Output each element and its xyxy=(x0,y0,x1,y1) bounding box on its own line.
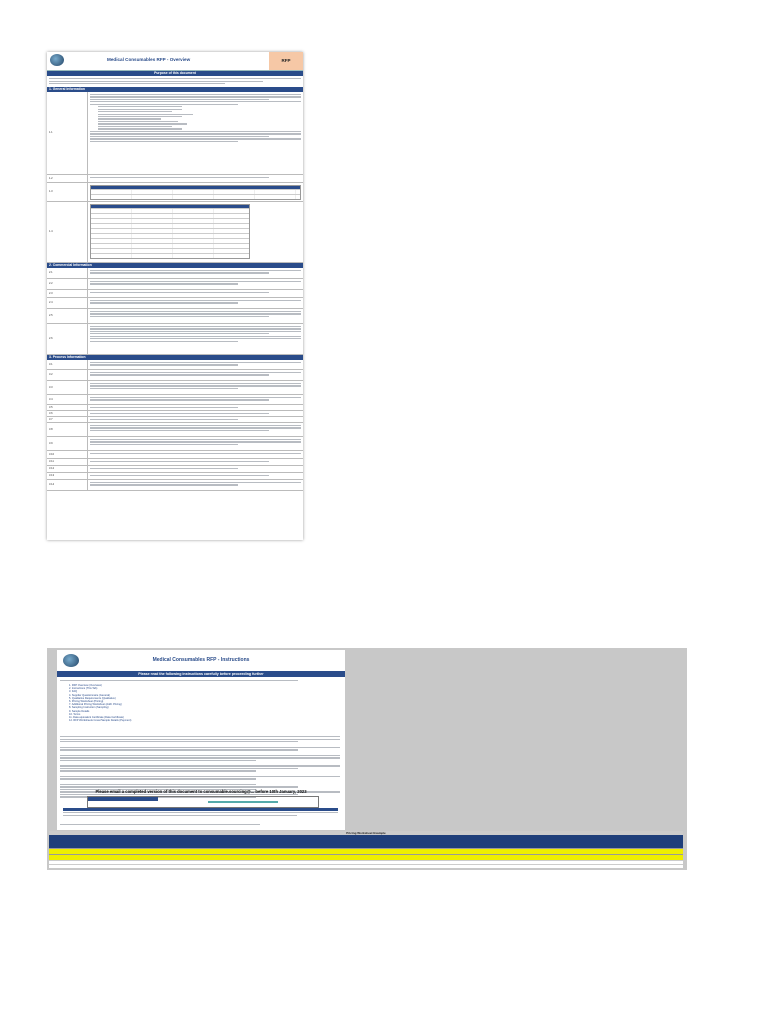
submission-email-line: Please email a completed version of this document to consumable.sourcing@... before 10th January, 2023 xyxy=(95,789,307,794)
tab-list xyxy=(69,684,189,722)
section-general: 1. General Information xyxy=(47,87,303,92)
general-row xyxy=(47,92,303,175)
example-row xyxy=(49,864,683,868)
instructions-title: Medical Consumables RFP - Instructions xyxy=(152,657,250,663)
general-row: 1.3 xyxy=(47,183,303,202)
general-row: 1.2 xyxy=(47,175,303,183)
overview-header xyxy=(47,52,303,71)
example-title: Pricing Worksheet Example xyxy=(49,831,683,835)
contact-email-link[interactable] xyxy=(208,801,278,803)
overview-title: Medical Consumables RFP - Overview xyxy=(107,57,191,62)
company-logo-icon xyxy=(50,54,64,66)
purpose-text xyxy=(47,76,303,87)
tab-list-item: 3. FAQ xyxy=(69,690,78,694)
tab-list-item: 9. Sample Details xyxy=(69,709,90,713)
tab-list-item: 8. Sampling Instruction (Sampling) xyxy=(69,706,109,710)
section-purpose: Purpose of this document xyxy=(47,71,303,76)
section-commercial: 2. Commercial Information xyxy=(47,263,303,268)
tab-list-item: 11. Data equivalent Certificate (Data Certificate) xyxy=(69,716,124,720)
contacts-table xyxy=(63,808,338,820)
instructions-sheet xyxy=(57,650,345,830)
section-process: 3. Process Information xyxy=(47,355,303,360)
tab-list-item: 7. Additional Pricing Worksheet (Addl. Pricing) xyxy=(69,703,122,707)
instructions-banner: Please read the following instructions carefully before proceeding further xyxy=(57,671,345,677)
tab-list-item: 4. Supplier Questionnaire (General) xyxy=(69,693,110,697)
tab-list-item: 10. Terms xyxy=(69,712,81,716)
example-header-row xyxy=(49,835,683,848)
tab-list-item: 1. RFP Overview (Overview) xyxy=(69,684,102,687)
tab-list-item: 12. RFP Worksheets Cover/Sample Details (Payment) xyxy=(69,719,132,723)
contact-box xyxy=(87,796,319,808)
tab-list-item: 2. Instructions (This Tab) xyxy=(69,687,98,691)
overview-page: Medical Consumables RFP - Overview RFP Purpose of this document 1. General Information 1.1 1.2 1.3 1.4 2. Commercial Information 2.1 2.2 2.3 2.4 2.5 2.6 3. Process Information 3.1 3.2 3.3 3.4 3.5 3.6 3.7 3.8 3.9 3.10 3.11 3.12 3.13 3.14 xyxy=(47,52,303,540)
tab-list-item: 5. Qualitative Requirements (Qualitative) xyxy=(69,696,116,700)
intro-text xyxy=(60,679,340,683)
overview-code: RFP xyxy=(269,52,303,70)
tab-list-item: 6. Pricing Worksheet (Pricing) xyxy=(69,700,104,704)
row-label: 1.1 xyxy=(47,92,88,174)
footer-note xyxy=(60,823,260,827)
instructions-page xyxy=(47,648,687,870)
pricing-example-table xyxy=(49,831,683,861)
general-row: 1.4 xyxy=(47,202,303,263)
